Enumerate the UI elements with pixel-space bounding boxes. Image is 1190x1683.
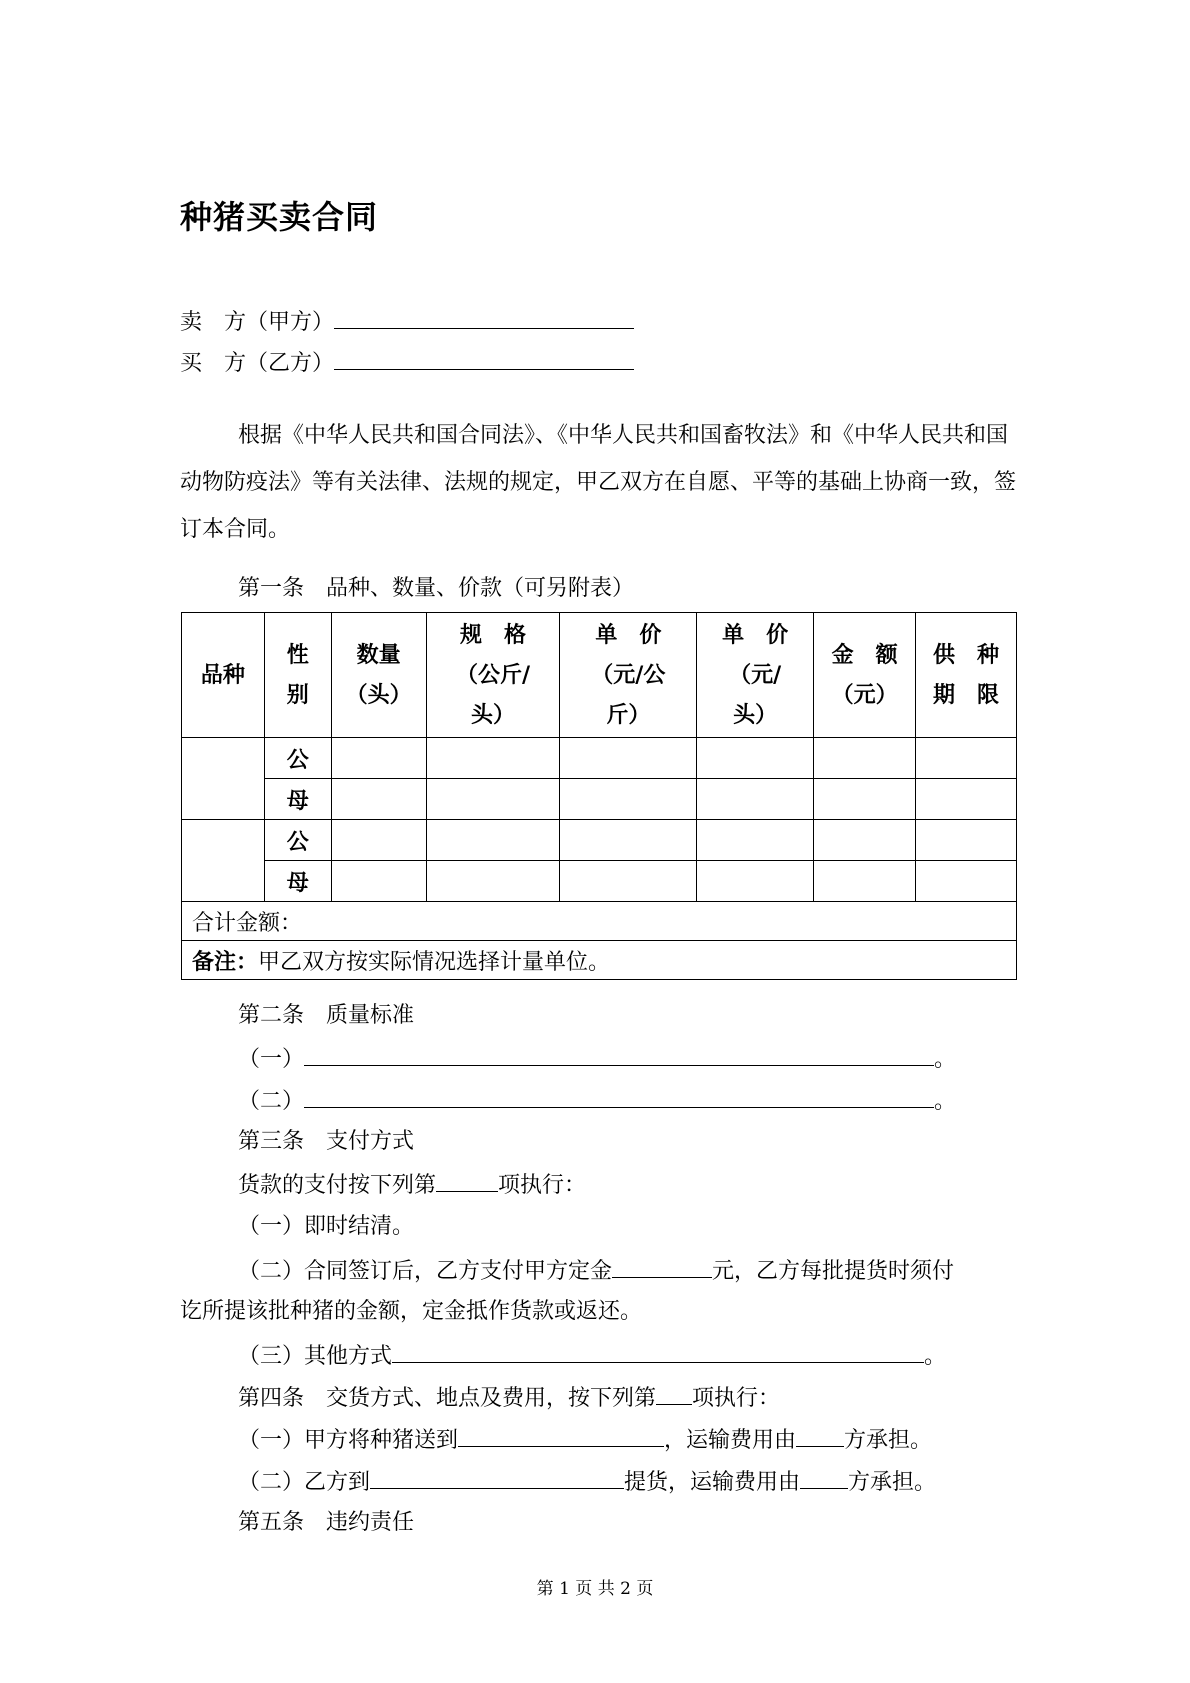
unit-price-kg-cell[interactable] [560,820,697,861]
delivery-to-label: （一）甲方将种猪送到 [238,1428,459,1453]
pickup-location-blank[interactable] [370,1466,624,1489]
period: 。 [934,1089,957,1114]
unit-price-kg-cell[interactable] [560,861,697,902]
note-cell [182,941,1017,980]
pickup-freight-label: 提货，运输费用由 [624,1470,801,1495]
note-text: 甲乙双方按实际情况选择计量单位。 [258,949,611,975]
article2-heading: 第二条 质量标准 [238,1003,415,1028]
supply-period-cell[interactable] [916,779,1017,820]
buyer-blank[interactable] [334,347,634,370]
header-unit-price-kg: 单 价（元/公斤） [560,613,697,738]
quantity-cell[interactable] [331,779,426,820]
spec-cell[interactable] [426,820,560,861]
header-sex: 性别 [264,613,331,738]
total-amount-label: 合计金额： [182,902,1017,941]
unit-price-head-cell[interactable] [697,738,814,779]
delivery-choice-blank[interactable] [656,1382,692,1405]
table-header-row [182,613,1017,738]
freight-party-blank[interactable] [796,1424,844,1447]
header-spec: 规 格（公斤/头） [426,613,560,738]
article3-opt2-cont: 讫所提该批种猪的金额，定金抵作货款或返还。 [180,1299,643,1324]
total-row [182,902,1017,941]
variety-cell[interactable] [182,738,265,820]
article3-line1 [238,1169,586,1201]
payment-choice-prefix: 货款的支付按下列第 [238,1173,437,1198]
quality-blank-2[interactable] [304,1085,934,1108]
delivery-choice-prefix: 第四条 交货方式、地点及费用，按下列第 [238,1386,657,1411]
amount-cell[interactable] [814,738,916,779]
delivery-location-blank[interactable] [458,1424,664,1447]
amount-cell[interactable] [814,861,916,902]
pickup-freight-suffix: 方承担。 [848,1470,937,1495]
header-quantity: 数量（头） [331,613,426,738]
pickup-freight-party-blank[interactable] [800,1466,848,1489]
deposit-blank[interactable] [612,1255,712,1278]
article3-opt1: （一）即时结清。 [238,1214,415,1239]
freight-label: ，运输费用由 [664,1428,797,1453]
article3-opt2 [238,1255,954,1287]
item2-label: （二） [238,1089,305,1114]
intro-paragraph [180,412,1018,553]
seller-label: 卖 方（甲方） [180,310,335,335]
freight-suffix: 方承担。 [844,1428,933,1453]
note-label: 备注： [192,948,259,975]
amount-cell[interactable] [814,779,916,820]
unit-price-head-cell[interactable] [697,820,814,861]
article4-heading [238,1382,780,1414]
table-row [182,820,1017,861]
page-footer: 第 1 页 共 2 页 [536,1579,654,1599]
sex-cell: 公 [264,738,331,779]
sex-cell: 母 [264,861,331,902]
variety-cell[interactable] [182,820,265,902]
article4-opt1 [238,1424,932,1456]
payment-choice-blank[interactable] [436,1169,498,1192]
goods-table [181,612,1017,980]
period: 。 [924,1344,947,1369]
quantity-cell[interactable] [331,820,426,861]
article4-opt2 [238,1466,936,1498]
supply-period-cell[interactable] [916,861,1017,902]
article2-item1 [238,1043,956,1075]
unit-price-kg-cell[interactable] [560,779,697,820]
payment-choice-suffix: 项执行： [498,1173,587,1198]
spec-cell[interactable] [426,779,560,820]
deposit-prefix: （二）合同签订后，乙方支付甲方定金 [238,1259,613,1284]
amount-cell[interactable] [814,820,916,861]
header-supply-period: 供 种期 限 [916,613,1017,738]
note-row [182,941,1017,980]
buyer-line [180,347,634,379]
unit-price-head-cell[interactable] [697,779,814,820]
sex-cell: 母 [264,779,331,820]
quantity-cell[interactable] [331,861,426,902]
header-variety: 品种 [182,613,265,738]
pickup-label: （二）乙方到 [238,1470,371,1495]
table-row [182,861,1017,902]
supply-period-cell[interactable] [916,820,1017,861]
article3-heading: 第三条 支付方式 [238,1129,415,1154]
buyer-label: 买 方（乙方） [180,351,335,376]
spec-cell[interactable] [426,738,560,779]
other-method-blank[interactable] [392,1340,924,1363]
article1-heading: 第一条 品种、数量、价款（可另附表） [238,576,635,601]
supply-period-cell[interactable] [916,738,1017,779]
intro-text: 根据《中华人民共和国合同法》、《中华人民共和国畜牧法》和《中华人民共和国动物防疫法》等有关法律、法规的规定，甲乙双方在自愿、平等的基础上协商一致，签订本合同。 [180,423,1017,542]
other-method-label: （三）其他方式 [238,1344,393,1369]
table-row [182,738,1017,779]
document-title: 种猪买卖合同 [180,198,379,236]
unit-price-kg-cell[interactable] [560,738,697,779]
deposit-suffix: 元，乙方每批提货时须付 [712,1259,955,1284]
unit-price-head-cell[interactable] [697,861,814,902]
spec-cell[interactable] [426,861,560,902]
article3-opt3 [238,1340,946,1372]
seller-blank[interactable] [334,306,634,329]
quality-blank-1[interactable] [304,1043,934,1066]
article5-heading: 第五条 违约责任 [238,1510,415,1535]
quantity-cell[interactable] [331,738,426,779]
header-amount: 金 额（元） [814,613,916,738]
table-row [182,779,1017,820]
header-unit-price-head: 单 价（元/头） [697,613,814,738]
sex-cell: 公 [264,820,331,861]
seller-line [180,306,634,338]
period: 。 [934,1047,957,1072]
item1-label: （一） [238,1047,305,1072]
article2-item2 [238,1085,956,1117]
delivery-choice-suffix: 项执行： [692,1386,781,1411]
